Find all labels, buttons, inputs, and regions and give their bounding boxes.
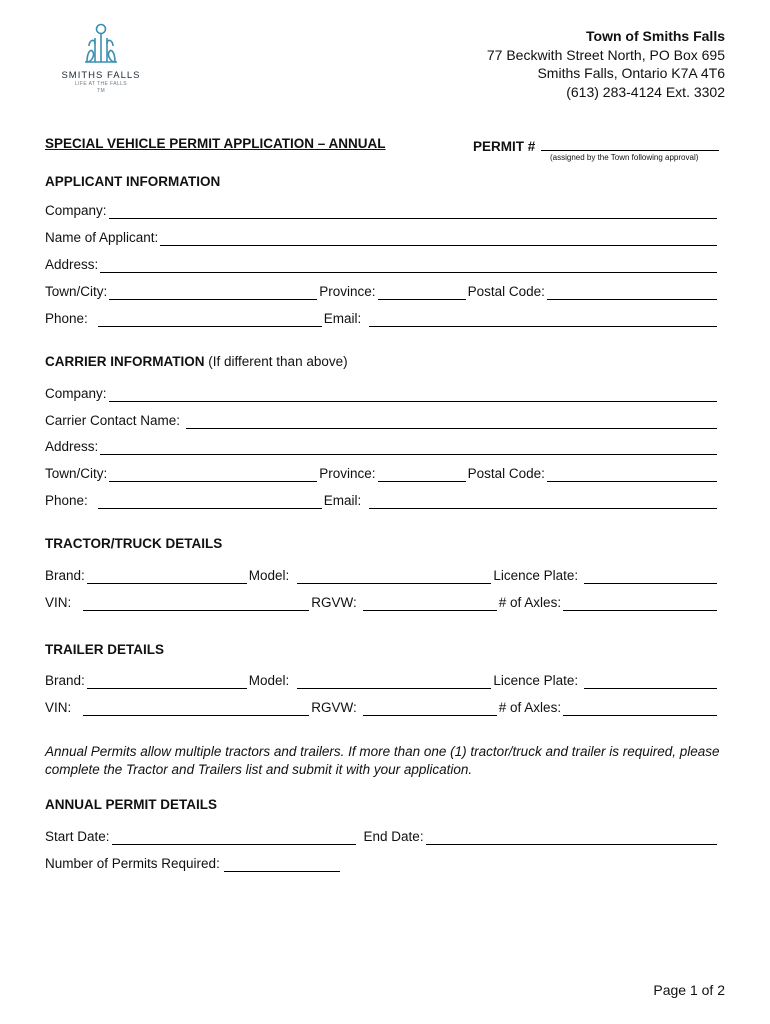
trailer-axles-field[interactable] bbox=[563, 700, 717, 716]
tractor-plate-field[interactable] bbox=[584, 568, 717, 584]
axles-label: # of Axles: bbox=[498, 595, 562, 610]
carrier-phone-field[interactable] bbox=[98, 493, 322, 509]
phone-label: Phone: bbox=[45, 311, 88, 326]
permit-count-label: Number of Permits Required: bbox=[45, 856, 220, 871]
tractor-vin-field[interactable] bbox=[83, 595, 309, 611]
smiths-falls-emblem-icon bbox=[79, 22, 123, 66]
vin-label: VIN: bbox=[45, 595, 72, 610]
logo-tagline: LIFE AT THE FALLS bbox=[74, 81, 128, 87]
permit-count-row bbox=[45, 854, 719, 872]
name-label: Name of Applicant: bbox=[45, 230, 159, 245]
applicant-address-field[interactable] bbox=[100, 257, 717, 273]
trailer-brand-field[interactable] bbox=[87, 673, 247, 689]
vin-label: VIN: bbox=[45, 700, 72, 715]
carrier-company-field[interactable] bbox=[109, 386, 717, 402]
brand-label: Brand: bbox=[45, 673, 85, 688]
carrier-phone-row bbox=[45, 491, 719, 509]
plate-label: Licence Plate: bbox=[493, 568, 579, 583]
document-title: SPECIAL VEHICLE PERMIT APPLICATION – ANNUAL bbox=[45, 136, 386, 151]
carrier-postal-field[interactable] bbox=[547, 466, 717, 482]
page-number: Page 1 of 2 bbox=[653, 982, 725, 998]
company-label: Company: bbox=[45, 203, 107, 218]
rgvw-label: RGVW: bbox=[311, 700, 357, 715]
start-date-label: Start Date: bbox=[45, 829, 110, 844]
phone-number: (613) 283-4124 Ext. 3302 bbox=[566, 83, 725, 100]
applicant-name-field[interactable] bbox=[160, 230, 717, 246]
carrier-heading bbox=[45, 354, 348, 369]
rgvw-label: RGVW: bbox=[311, 595, 357, 610]
trailer-model-field[interactable] bbox=[297, 673, 491, 689]
tractor-brand-field[interactable] bbox=[87, 568, 247, 584]
annual-permit-note: Annual Permits allow multiple tractors and trailers. If more than one (1) tractor/truck and trailer is required, please complete the Tractor and Trailers list and submit it with your application. bbox=[45, 744, 720, 777]
trailer-brand-row bbox=[45, 671, 719, 689]
address-label: Address: bbox=[45, 439, 99, 454]
company-label: Company: bbox=[45, 386, 107, 401]
applicant-name-row bbox=[45, 228, 719, 246]
carrier-email-field[interactable] bbox=[369, 493, 717, 509]
tractor-brand-row bbox=[45, 566, 719, 584]
town-label: Town/City: bbox=[45, 466, 108, 481]
applicant-phone-field[interactable] bbox=[98, 311, 322, 327]
address-line-1: 77 Beckwith Street North, PO Box 695 bbox=[486, 46, 725, 63]
town-logo bbox=[56, 22, 146, 102]
permit-label: PERMIT # bbox=[473, 139, 536, 154]
plate-label: Licence Plate: bbox=[493, 673, 579, 688]
org-name: Town of Smiths Falls bbox=[586, 28, 725, 44]
trailer-vin-row bbox=[45, 698, 719, 716]
trailer-vin-field[interactable] bbox=[83, 700, 309, 716]
province-label: Province: bbox=[319, 284, 376, 299]
applicant-town-row bbox=[45, 282, 719, 300]
model-label: Model: bbox=[248, 568, 290, 583]
tractor-axles-field[interactable] bbox=[563, 595, 717, 611]
tractor-heading: TRACTOR/TRUCK DETAILS bbox=[45, 536, 223, 551]
logo-trademark: TM bbox=[96, 88, 106, 94]
permit-input[interactable] bbox=[541, 136, 719, 151]
end-date-label: End Date: bbox=[363, 829, 424, 844]
applicant-company-field[interactable] bbox=[109, 203, 717, 219]
applicant-company-row bbox=[45, 201, 719, 219]
permit-note: (assigned by the Town following approval) bbox=[550, 153, 699, 162]
applicant-phone-row bbox=[45, 309, 719, 327]
applicant-email-field[interactable] bbox=[369, 311, 717, 327]
phone-label: Phone: bbox=[45, 493, 88, 508]
province-label: Province: bbox=[319, 466, 376, 481]
logo-name: SMITHS FALLS bbox=[61, 70, 141, 81]
tractor-rgvw-field[interactable] bbox=[363, 595, 497, 611]
tractor-vin-row bbox=[45, 593, 719, 611]
annual-dates-row bbox=[45, 827, 719, 845]
start-date-field[interactable] bbox=[112, 829, 356, 845]
permit-number-field bbox=[473, 136, 719, 154]
carrier-town-row bbox=[45, 464, 719, 482]
carrier-town-field[interactable] bbox=[109, 466, 317, 482]
applicant-town-field[interactable] bbox=[109, 284, 317, 300]
email-label: Email: bbox=[323, 311, 362, 326]
contact-label: Carrier Contact Name: bbox=[45, 413, 181, 428]
applicant-address-row bbox=[45, 255, 719, 273]
annual-heading: ANNUAL PERMIT DETAILS bbox=[45, 797, 217, 812]
carrier-address-field[interactable] bbox=[100, 439, 717, 455]
applicant-heading: APPLICANT INFORMATION bbox=[45, 174, 221, 189]
carrier-address-row bbox=[45, 437, 719, 455]
carrier-heading-note: (If different than above) bbox=[208, 354, 348, 369]
town-label: Town/City: bbox=[45, 284, 108, 299]
end-date-field[interactable] bbox=[426, 829, 717, 845]
applicant-postal-field[interactable] bbox=[547, 284, 717, 300]
carrier-province-field[interactable] bbox=[378, 466, 466, 482]
town-address-block bbox=[487, 27, 725, 101]
address-line-2: Smiths Falls, Ontario K7A 4T6 bbox=[537, 65, 725, 81]
trailer-plate-field[interactable] bbox=[584, 673, 717, 689]
permit-count-field[interactable] bbox=[224, 856, 340, 872]
carrier-company-row bbox=[45, 384, 719, 402]
carrier-contact-row bbox=[45, 411, 719, 429]
axles-label: # of Axles: bbox=[498, 700, 562, 715]
brand-label: Brand: bbox=[45, 568, 85, 583]
trailer-rgvw-field[interactable] bbox=[363, 700, 497, 716]
applicant-province-field[interactable] bbox=[378, 284, 466, 300]
tractor-model-field[interactable] bbox=[297, 568, 491, 584]
trailer-heading: TRAILER DETAILS bbox=[45, 642, 164, 657]
model-label: Model: bbox=[248, 673, 290, 688]
postal-label: Postal Code: bbox=[467, 284, 545, 299]
address-label: Address: bbox=[45, 257, 99, 272]
carrier-heading-text: CARRIER INFORMATION bbox=[45, 354, 205, 369]
postal-label: Postal Code: bbox=[467, 466, 545, 481]
email-label: Email: bbox=[323, 493, 362, 508]
carrier-contact-field[interactable] bbox=[186, 413, 717, 429]
